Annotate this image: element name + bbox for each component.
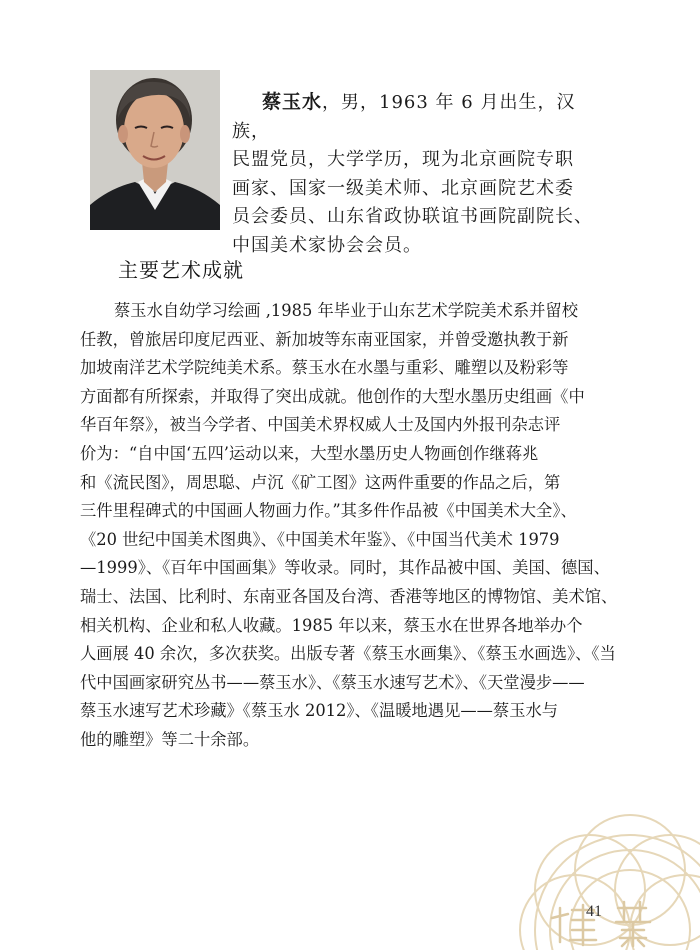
bio-line: 民盟党员，大学学历，现为北京画院专职 bbox=[232, 149, 574, 170]
body-line: 蔡玉水自幼学习绘画 ,1985 年毕业于山东艺术学院美术系并留校 bbox=[114, 301, 578, 320]
artist-name: 蔡玉水 bbox=[262, 91, 323, 113]
bio-line-1 bbox=[232, 88, 612, 146]
bio-line: 员会委员、山东省政协联谊书画院副院长、 bbox=[232, 206, 593, 227]
body-line: 人画展 40 余次，多次获奖。出版专著《蔡玉水画集》、《蔡玉水画选》、《当 bbox=[80, 644, 616, 664]
section-heading: 主要艺术成就 bbox=[118, 258, 244, 282]
bio-line: 画家、国家一级美术师、北京画院艺术委 bbox=[232, 177, 574, 199]
body-line: 瑞士、法国、比利时、东南亚各国及台湾、香港等地区的博物馆、美术馆、 bbox=[80, 586, 618, 606]
body-line: 和《流民图》，周思聪、卢沉《矿工图》这两件重要的作品之后，第 bbox=[80, 472, 561, 492]
body-line: 三件里程碑式的中国画人物画力作。”其多件作品被《中国美术大全》、 bbox=[80, 501, 577, 521]
body-line: —1999》、《百年中国画集》等收录。同时，其作品被中国、美国、德国、 bbox=[80, 558, 610, 578]
body-line: 他的雕塑》等二十余部。 bbox=[80, 729, 260, 749]
body-line: 价为：“自中国‘五四’运动以来，大型水墨历史人物画创作继蒋兆 bbox=[80, 443, 539, 463]
body-line: 《20 世纪中国美术图典》、《中国美术年鉴》、《中国当代美术 1979 bbox=[80, 529, 560, 549]
page-number: 41 bbox=[586, 903, 602, 920]
body-line: 相关机构、企业和私人收藏。1985 年以来，蔡玉水在世界各地举办个 bbox=[80, 615, 583, 635]
body-line: 任教，曾旅居印度尼西亚、新加坡等东南亚国家，并曾受邀执教于新 bbox=[80, 329, 569, 349]
artist-bio bbox=[232, 88, 612, 260]
body-line: 加坡南洋艺术学院纯美术系。蔡玉水在水墨与重彩、雕塑以及粉彩等 bbox=[80, 358, 569, 378]
body-line: 华百年祭》，被当今学者、中国美术界权威人士及国内外报刊杂志评 bbox=[80, 415, 561, 435]
body-line: 代中国画家研究丛书——蔡玉水》、《蔡玉水速写艺术》、《天堂漫步—— bbox=[80, 672, 585, 692]
bio-line-text: ，男，1963 年 6 月出生，汉族， bbox=[232, 92, 576, 142]
bio-line: 中国美术家协会会员。 bbox=[232, 234, 422, 256]
body-line: 方面都有所探索，并取得了突出成就。他创作的大型水墨历史组画《中 bbox=[80, 386, 585, 406]
artist-portrait bbox=[90, 70, 220, 230]
decorative-seal-icon bbox=[500, 790, 700, 950]
portrait-image bbox=[90, 70, 220, 230]
achievements-text bbox=[80, 297, 640, 755]
body-line: 蔡玉水速写艺术珍藏》《蔡玉水 2012》、《温暖地遇见——蔡玉水与 bbox=[80, 701, 559, 721]
